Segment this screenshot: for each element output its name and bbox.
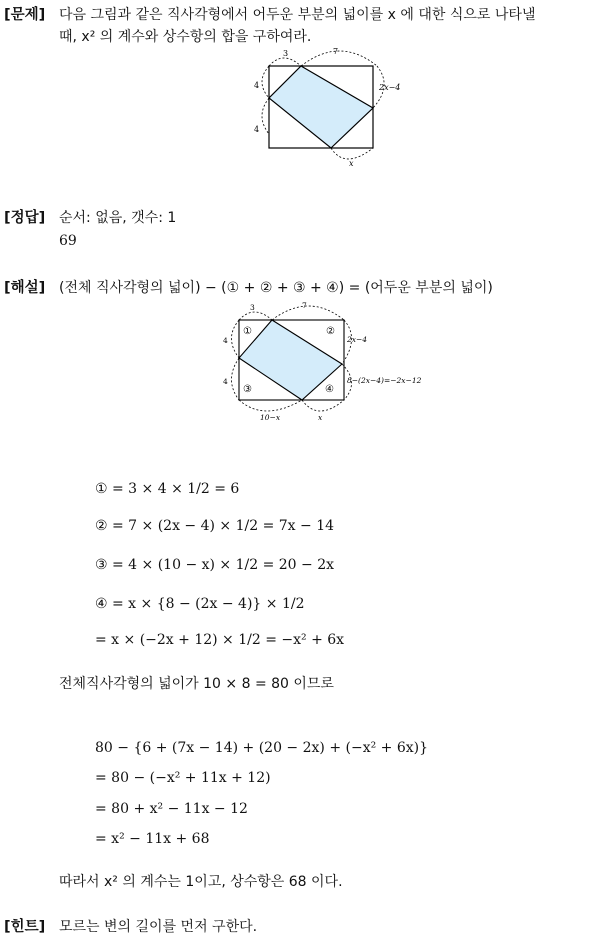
answer-line-1: 순서: 없음, 갯수: 1 [59,210,177,226]
sol-fig-top-b: 7 [302,301,307,310]
problem-tag: [문제] [4,7,46,23]
hint-text: 모르는 변의 길이를 먼저 구한다. [59,919,258,935]
sol-fig-top-a: 3 [250,303,255,312]
fig-left-a: 4 [254,81,260,90]
calc-line-4: = x² − 11x + 68 [95,831,210,847]
problem-line-1: 다음 그림과 같은 직사각형에서 어두운 부분의 넓이를 x 에 대한 식으로 나타낼 [59,7,536,23]
fig-right: 2x−4 [379,83,401,92]
hint-tag: [힌트] [4,919,46,935]
region-1-label: ① [243,326,252,337]
equation-4b: = x × (−2x + 12) × 1/2 = −x² + 6x [95,632,345,648]
solution-figure [214,298,444,424]
calc-line-2: = 80 − (−x² + 11x + 12) [95,770,271,786]
fig-left-b: 4 [254,125,260,134]
equation-3: ③ = 4 × (10 − x) × 1/2 = 20 − 2x [95,557,335,573]
region-2-label: ② [326,326,335,337]
sol-fig-left-a: 4 [223,336,228,345]
conclusion-text: 따라서 x² 의 계수는 1이고, 상수항은 68 이다. [59,874,343,890]
sol-fig-right-a: 2x−4 [347,335,368,344]
sol-fig-bottom-a: 10−x [260,413,281,422]
equation-2: ② = 7 × (2x − 4) × 1/2 = 7x − 14 [95,518,335,534]
equation-4a: ④ = x × {8 − (2x − 4)} × 1/2 [95,596,305,612]
region-3-label: ③ [243,384,252,395]
fig-bottom: x [349,159,354,168]
sol-fig-right-b: 8−(2x−4)=−2x−12 [347,376,422,385]
sol-fig-left-b: 4 [223,377,228,386]
fig-top-b: 7 [333,47,339,56]
calc-line-3: = 80 + x² − 11x − 12 [95,801,248,817]
solution-intro: (전체 직사각형의 넓이) − (① + ② + ③ + ④) = (어두운 부분의 넓이) [59,280,493,296]
problem-line-2: 때, x² 의 계수와 상수항의 합을 구하여라. [59,29,312,45]
solution-tag: [해설] [4,280,46,296]
sol-fig-bottom-b: x [318,413,323,422]
region-4-label: ④ [325,384,334,395]
answer-line-2: 69 [59,233,77,249]
problem-figure [245,42,415,172]
answer-tag: [정답] [4,210,46,226]
total-area-text: 전체직사각형의 넓이가 10 × 8 = 80 이므로 [59,676,334,692]
equation-1: ① = 3 × 4 × 1/2 = 6 [95,481,240,497]
fig-top-a: 3 [283,49,289,58]
calc-line-1: 80 − {6 + (7x − 14) + (20 − 2x) + (−x² + 6x)} [95,740,428,756]
